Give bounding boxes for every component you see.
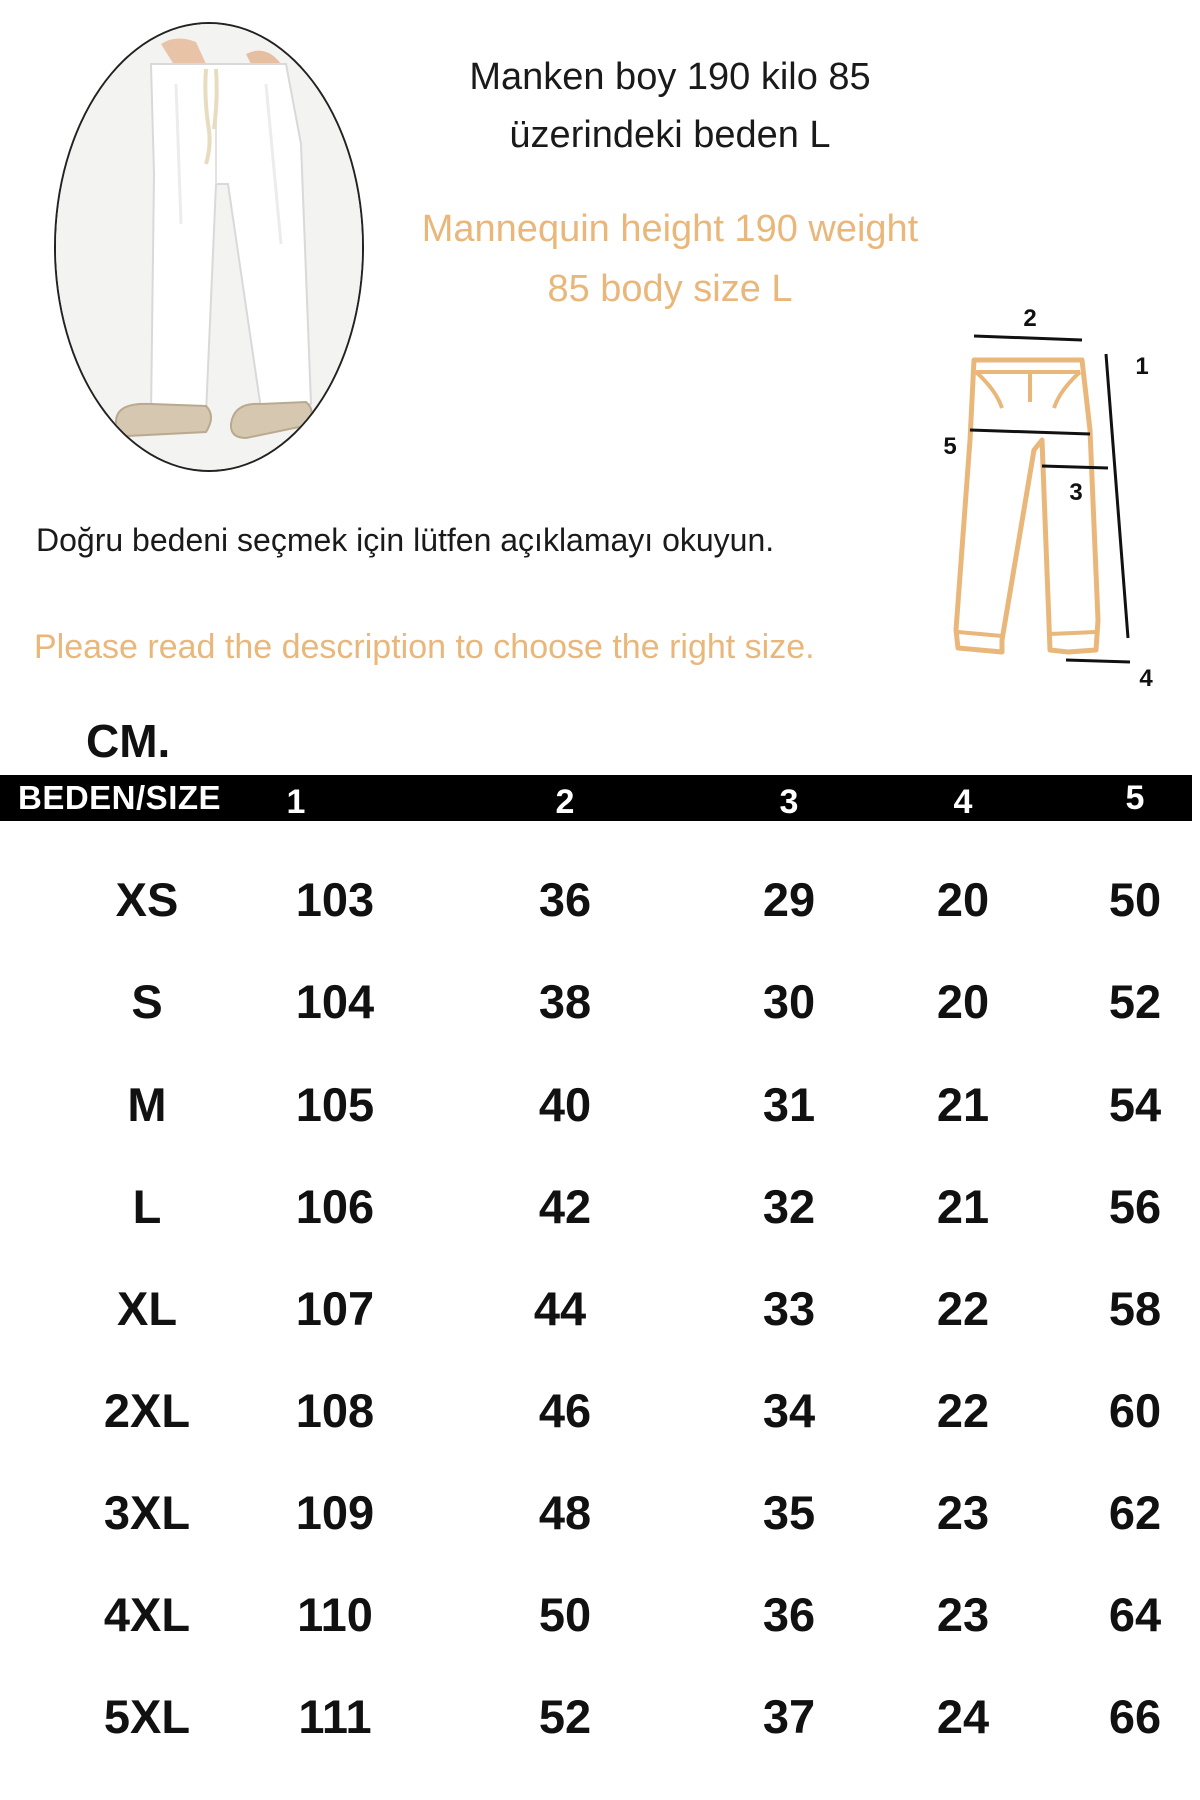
value-cell: 109: [295, 1486, 375, 1539]
value-cell: 56: [1108, 1180, 1162, 1233]
value-cell: 50: [1108, 873, 1162, 926]
model-info-tr-line2: üzerindeki beden L: [509, 114, 831, 156]
value-cell: 30: [762, 975, 816, 1028]
value-cell: 33: [762, 1282, 816, 1335]
table-row: [0, 1279, 1200, 1339]
value-cell: 21: [936, 1180, 990, 1233]
header-col-3: 3: [779, 783, 799, 821]
table-row: [0, 1585, 1200, 1645]
value-cell: 106: [295, 1180, 375, 1233]
size-cell: 4XL: [103, 1588, 191, 1641]
size-table-header: [0, 775, 1192, 821]
header-col-2: 2: [555, 783, 575, 821]
size-cell: 2XL: [103, 1384, 191, 1437]
value-cell: 40: [538, 1078, 592, 1131]
value-cell: 29: [762, 873, 816, 926]
table-row: [0, 1177, 1200, 1237]
table-row: [0, 1075, 1200, 1135]
value-cell: 20: [936, 873, 990, 926]
value-cell: 24: [936, 1690, 990, 1743]
value-cell: 35: [762, 1486, 816, 1539]
diagram-label-2: 2: [1023, 305, 1037, 332]
table-row: [0, 1483, 1200, 1543]
value-cell: 105: [295, 1078, 375, 1131]
model-info-en-line2: 85 body size L: [547, 268, 793, 310]
value-cell: 46: [538, 1384, 592, 1437]
value-cell: 22: [936, 1384, 990, 1437]
value-cell: 107: [295, 1282, 375, 1335]
size-cell: M: [127, 1078, 167, 1131]
model-info-tr-line1: Manken boy 190 kilo 85: [469, 56, 871, 98]
size-cell: XL: [116, 1282, 178, 1335]
value-cell: 36: [762, 1588, 816, 1641]
value-cell: 103: [295, 873, 375, 926]
value-cell: 21: [936, 1078, 990, 1131]
instruction-en: Please read the description to choose the right size.: [34, 628, 815, 666]
size-cell: S: [131, 975, 163, 1028]
pants-measurement-diagram: [930, 290, 1160, 690]
size-cell: 3XL: [103, 1486, 191, 1539]
value-cell: 31: [762, 1078, 816, 1131]
value-cell: 54: [1108, 1078, 1162, 1131]
header-col-4: 4: [953, 783, 973, 821]
diagram-label-4: 4: [1139, 665, 1153, 690]
unit-label: CM.: [86, 715, 171, 767]
value-cell: 38: [538, 975, 592, 1028]
value-cell: 20: [936, 975, 990, 1028]
value-cell: 37: [762, 1690, 816, 1743]
value-cell: 44: [533, 1282, 587, 1335]
value-cell: 23: [936, 1588, 990, 1641]
value-cell: 111: [298, 1690, 372, 1743]
diagram-label-5: 5: [943, 433, 957, 460]
value-cell: 52: [1108, 975, 1162, 1028]
header-size: BEDEN/SIZE: [18, 779, 222, 816]
value-cell: 50: [538, 1588, 592, 1641]
header-col-5: 5: [1125, 779, 1145, 817]
value-cell: 32: [762, 1180, 816, 1233]
table-row: [0, 870, 1200, 930]
value-cell: 62: [1108, 1486, 1162, 1539]
mannequin-photo: [54, 22, 364, 472]
diagram-label-1: 1: [1135, 353, 1149, 380]
value-cell: 60: [1108, 1384, 1162, 1437]
table-row: [0, 1687, 1200, 1747]
value-cell: 48: [538, 1486, 592, 1539]
instruction-tr: Doğru bedeni seçmek için lütfen açıklamayı okuyun.: [36, 522, 775, 558]
model-info-en-line1: Mannequin height 190 weight: [421, 208, 919, 250]
size-cell: L: [132, 1180, 162, 1233]
value-cell: 58: [1108, 1282, 1162, 1335]
value-cell: 66: [1108, 1690, 1162, 1743]
size-cell: XS: [115, 873, 179, 926]
value-cell: 22: [936, 1282, 990, 1335]
table-row: [0, 1381, 1200, 1441]
table-row: [0, 972, 1200, 1032]
value-cell: 42: [538, 1180, 592, 1233]
value-cell: 34: [762, 1384, 816, 1437]
value-cell: 110: [297, 1588, 373, 1641]
header-col-1: 1: [286, 783, 306, 821]
size-cell: 5XL: [103, 1690, 191, 1743]
value-cell: 104: [295, 975, 375, 1028]
value-cell: 36: [538, 873, 592, 926]
value-cell: 108: [295, 1384, 375, 1437]
value-cell: 64: [1108, 1588, 1162, 1641]
diagram-label-3: 3: [1069, 479, 1083, 506]
value-cell: 23: [936, 1486, 990, 1539]
value-cell: 52: [538, 1690, 592, 1743]
